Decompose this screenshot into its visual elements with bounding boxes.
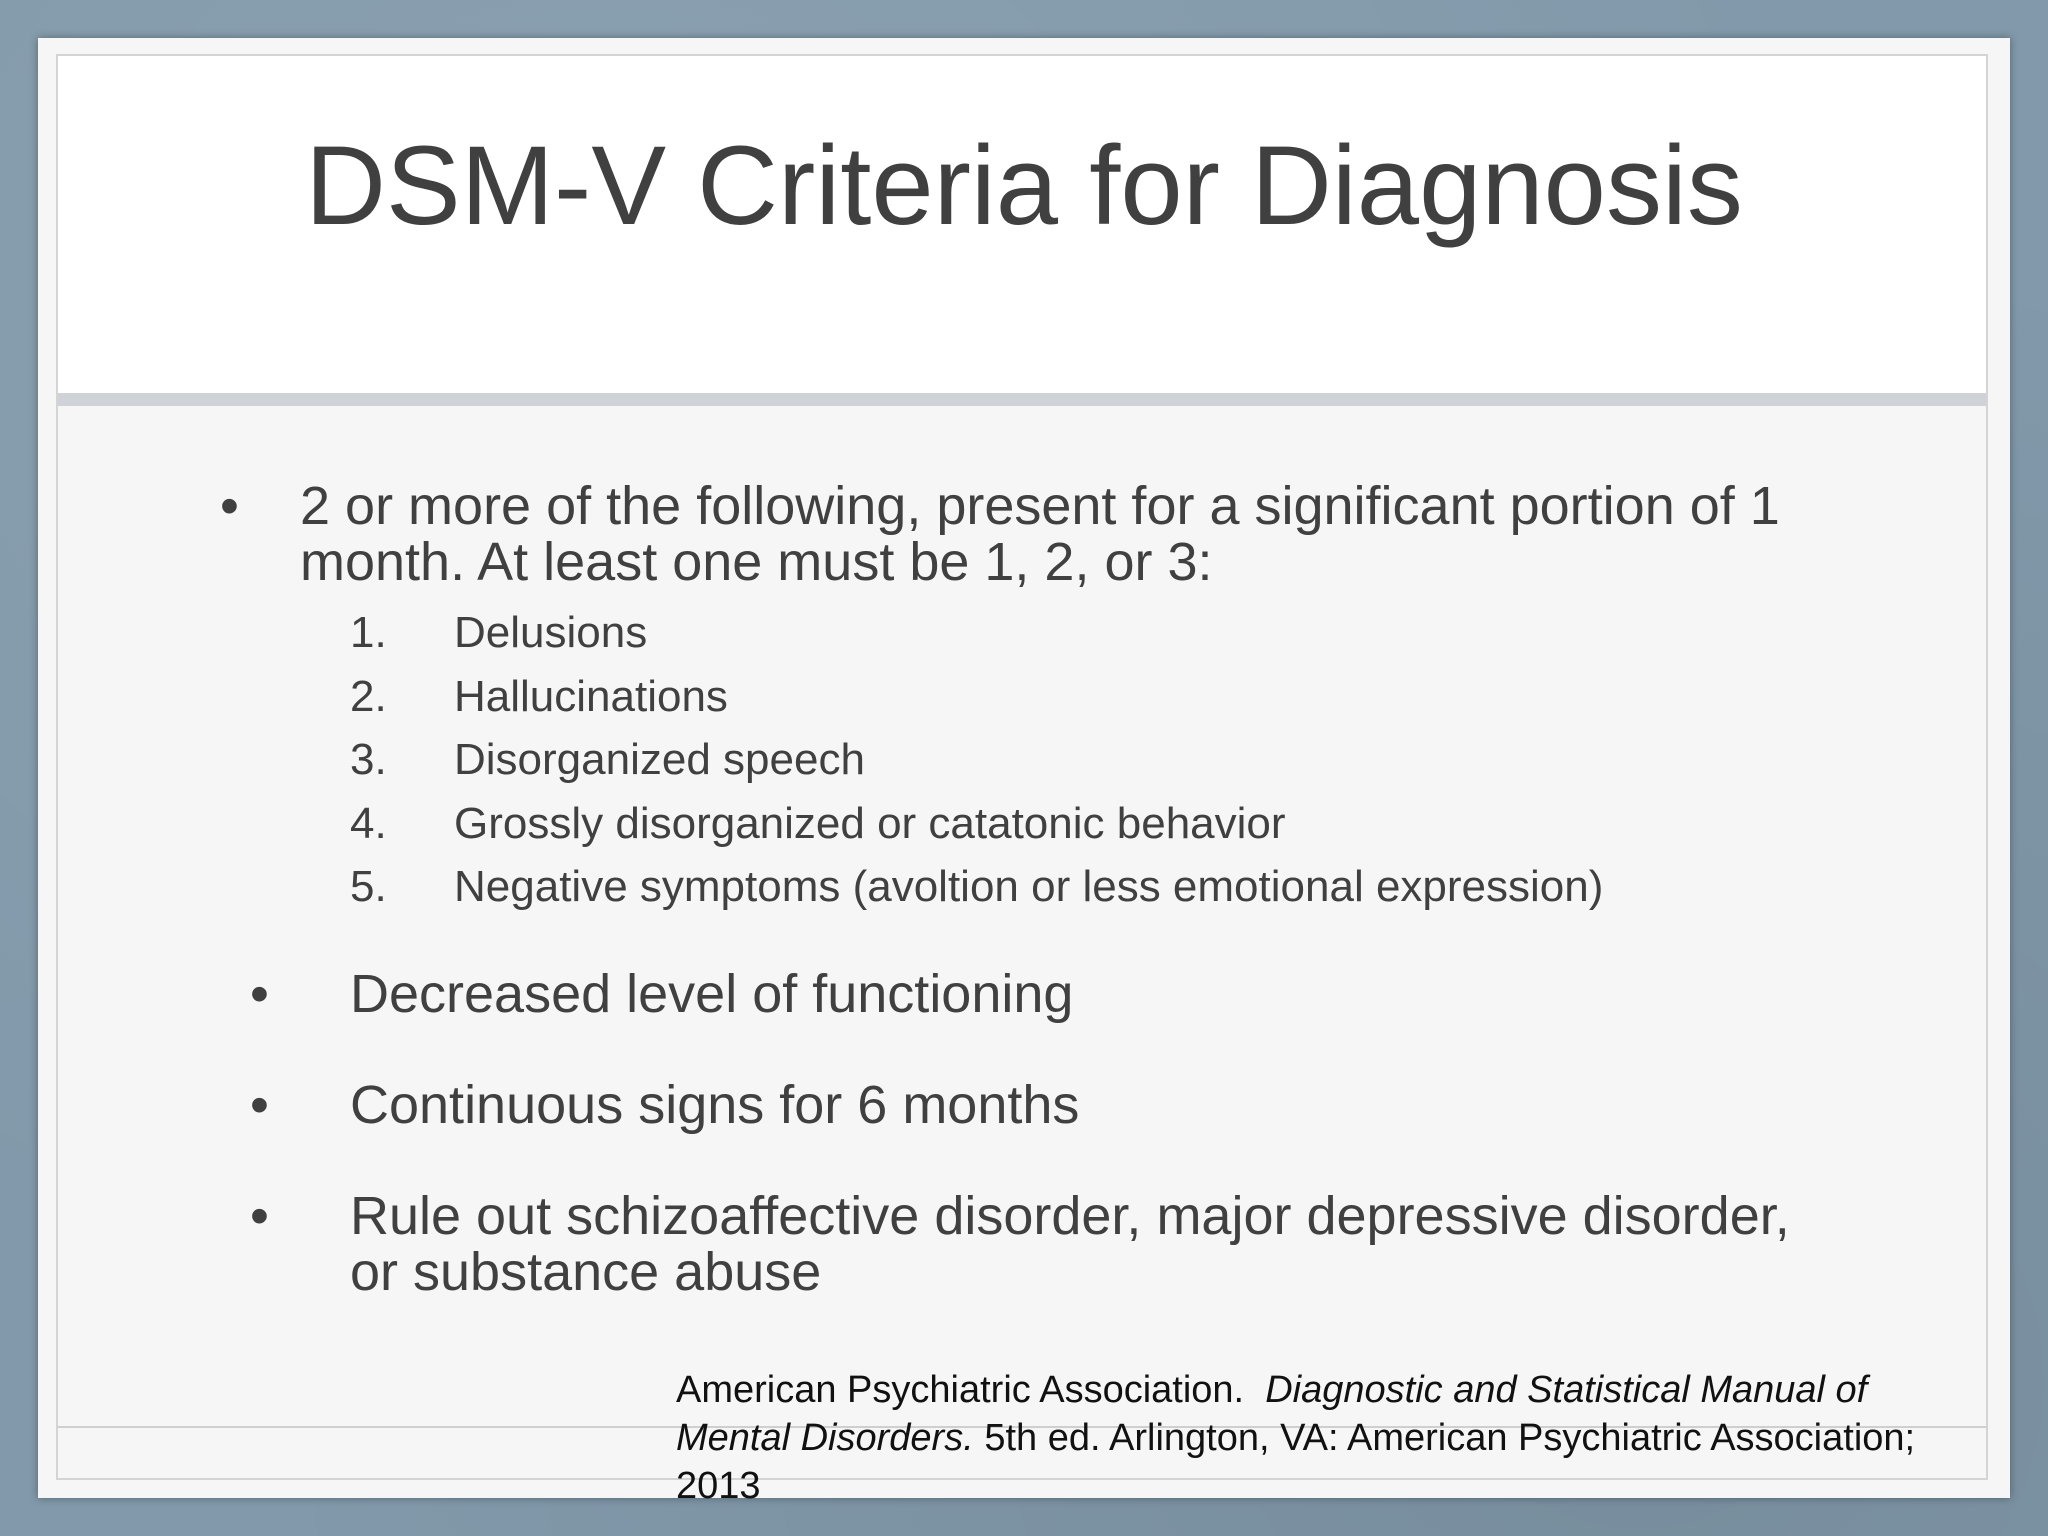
list-item [350,669,1850,733]
citation [676,1366,1956,1510]
item-number: 5. [350,862,387,911]
citation-work-title: Diagnostic and Statistical Manual of Mental Disorders. [676,1369,1868,1459]
bullet-text: Rule out schizoaffective disorder, major depressive disorder, or substance abuse [350,1186,1790,1302]
item-text: Hallucinations [454,671,728,721]
bullet-marker: • [220,476,239,536]
bullet-marker: • [250,1075,269,1135]
citation-author: American Psychiatric Association. [676,1369,1245,1411]
list-item [350,732,1850,796]
item-text: Grossly disorganized or catatonic behavior [454,798,1286,848]
bullet-marker: • [250,964,269,1024]
citation-publication: 5th ed. Arlington, VA: American Psychiatric Association; 2013 [676,1417,1916,1507]
item-number: 3. [350,735,387,784]
title-divider [58,393,1986,406]
item-number: 1. [350,608,387,657]
item-text: Disorganized speech [454,735,865,784]
bullet-text: Decreased level of functioning [350,964,1074,1024]
list-item [350,796,1850,860]
bullet-text: Continuous signs for 6 months [350,1075,1080,1135]
bullet-marker: • [250,1186,269,1246]
list-item [350,859,1850,923]
item-text: Delusions [454,608,648,657]
item-text: Negative symptoms (avoltion or less emotional expression) [454,862,1604,911]
symptom-list [350,605,1850,923]
list-item [350,605,1850,669]
slide-title: DSM-V Criteria for Diagnosis [305,123,1743,248]
item-number: 2. [350,671,387,721]
item-number: 4. [350,798,387,848]
criteria-bullet-text: 2 or more of the following, present for a significant portion of 1 month. At least one must be 1, 2, or 3: [300,476,1780,592]
